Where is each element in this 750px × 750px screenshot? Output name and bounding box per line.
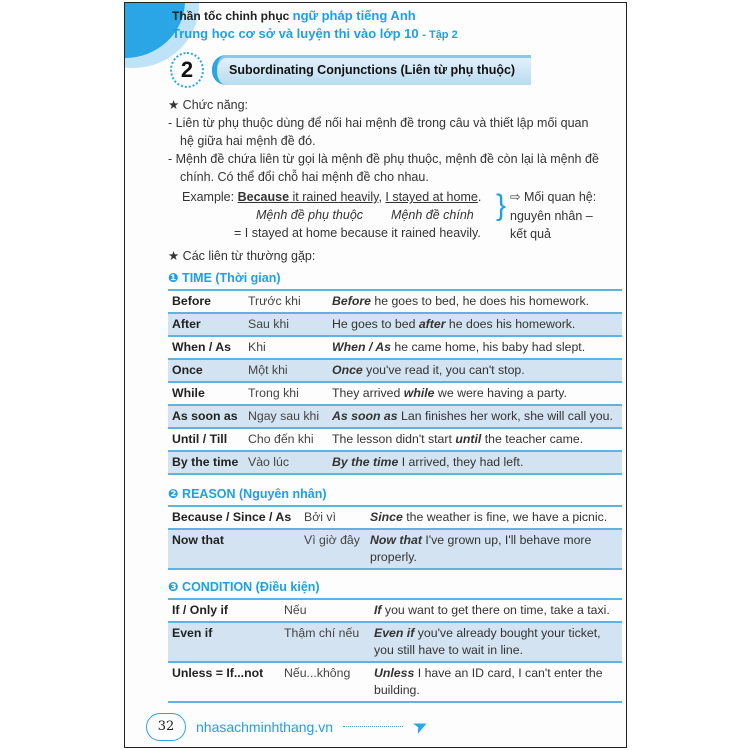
conjunction-example: By the time I arrived, they had left. [332, 454, 524, 469]
reason-table [168, 505, 622, 570]
conjunction-term: Because / Since / As [172, 509, 292, 524]
page-content [157, 96, 622, 741]
condition-table [168, 598, 622, 703]
table-row [168, 336, 622, 359]
conjunction-meaning: Khi [248, 339, 266, 354]
conjunction-example: As soon as Lan finishes her work, she will call you. [332, 408, 613, 423]
table-row [168, 506, 622, 529]
conjunction-meaning: Một khi [248, 362, 288, 377]
section-title: Subordinating Conjunctions (Liên từ phụ thuộc) [212, 55, 531, 85]
table-row [168, 451, 622, 474]
section-number: 2 [170, 52, 204, 88]
conjunction-meaning: Trước khi [248, 293, 301, 308]
common-heading: ★ Các liên từ thường gặp: [168, 248, 316, 263]
conjunction-example: Once you've read it, you can't stop. [332, 362, 525, 377]
conjunction-example: They arrived while we were having a party. [332, 385, 567, 400]
website-link[interactable]: nhasachminhthang.vn [196, 718, 333, 735]
conjunction-term: Until / Till [172, 431, 228, 446]
main-clause-label: Mệnh đề chính [391, 208, 474, 222]
condition-heading: ❸ CONDITION (Điều kiện) [168, 579, 320, 594]
function-line: chính. Có thể đổi chỗ hai mệnh đề cho nhau. [180, 170, 429, 184]
conjunction-term: If / Only if [172, 602, 229, 617]
conjunction-example: Now that I've grown up, I'll behave more properly. [370, 532, 592, 564]
conjunction-term: Unless = If...not [172, 665, 264, 680]
conjunction-term: As soon as [172, 408, 238, 423]
function-heading: ★ Chức năng: [168, 98, 249, 112]
conjunction-term: Before [172, 293, 211, 308]
conjunction-meaning: Nếu [284, 602, 307, 617]
conjunction-example: He goes to bed after he does his homework. [332, 316, 576, 331]
table-row [168, 599, 622, 622]
table-row [168, 662, 622, 702]
conjunction-term: While [172, 385, 205, 400]
conjunction-meaning: Trong khi [248, 385, 299, 400]
conjunction-term: After [172, 316, 201, 331]
function-line: - Liên từ phụ thuộc dùng để nối hai mệnh đề trong câu và thiết lập mối quan [168, 116, 589, 130]
conjunction-meaning: Nếu...không [284, 665, 351, 680]
conjunction-meaning: Sau khi [248, 316, 290, 331]
conjunction-example: When / As he came home, his baby had slept. [332, 339, 586, 354]
table-row [168, 359, 622, 382]
paper-plane-icon: ➤ [409, 713, 432, 739]
conjunction-meaning: Ngay sau khi [248, 408, 320, 423]
example-sentence: Example: Because it rained heavily, I stayed at home. [182, 190, 482, 204]
conjunction-meaning: Vào lúc [248, 454, 290, 469]
table-row [168, 529, 622, 569]
function-line: - Mệnh đề chứa liên từ gọi là mệnh đề phụ thuộc, mệnh đề còn lại là mệnh đề [168, 152, 599, 166]
brace-icon: } [496, 189, 507, 222]
conjunction-meaning: Cho đến khi [248, 431, 314, 446]
table-row [168, 622, 622, 662]
table-row [168, 313, 622, 336]
relation-note: ⇨ Mối quan hệ: nguyên nhân – kết quả [510, 190, 597, 241]
function-line: hệ giữa hai mệnh đề đó. [180, 134, 316, 148]
time-table [168, 289, 622, 475]
table-row [168, 405, 622, 428]
conjunction-example: Unless I have an ID card, I can't enter the building. [374, 665, 603, 697]
conjunction-example: If you want to get there on time, take a taxi. [374, 602, 610, 617]
conjunction-term: Once [172, 362, 203, 377]
conjunction-meaning: Thậm chí nếu [284, 625, 360, 640]
conjunction-term: When / As [172, 339, 231, 354]
conjunction-example: Even if you've already bought your ticket, you still have to wait in line. [374, 625, 601, 657]
page-footer [146, 713, 622, 741]
page-number: 32 [146, 713, 186, 741]
conjunction-meaning: Vì giờ đây [304, 532, 360, 547]
table-row [168, 428, 622, 451]
conjunction-term: Now that [172, 532, 224, 547]
dotted-trail [343, 726, 403, 727]
table-row [168, 290, 622, 313]
reason-heading: ❷ REASON (Nguyên nhân) [168, 486, 327, 501]
conjunction-meaning: Bởi vì [304, 509, 336, 524]
conjunction-example: The lesson didn't start until the teacher came. [332, 431, 584, 446]
sub-clause-label: Mệnh đề phụ thuộc [256, 208, 364, 222]
time-heading: ❶ TIME (Thời gian) [168, 270, 281, 285]
example-block [168, 188, 622, 244]
book-subtitle: Trung học cơ sở và luyện thi vào lớp 10 - Tập 2 [172, 26, 458, 41]
conjunction-term: Even if [172, 625, 213, 640]
table-row [168, 382, 622, 405]
conjunction-example: Before he goes to bed, he does his homework. [332, 293, 590, 308]
series-title: Thần tốc chinh phục ngữ pháp tiếng Anh [172, 8, 416, 23]
example-rewrite: = I stayed at home because it rained heavily. [234, 226, 481, 240]
conjunction-term: By the time [172, 454, 239, 469]
conjunction-example: Since the weather is fine, we have a picnic. [370, 509, 608, 524]
